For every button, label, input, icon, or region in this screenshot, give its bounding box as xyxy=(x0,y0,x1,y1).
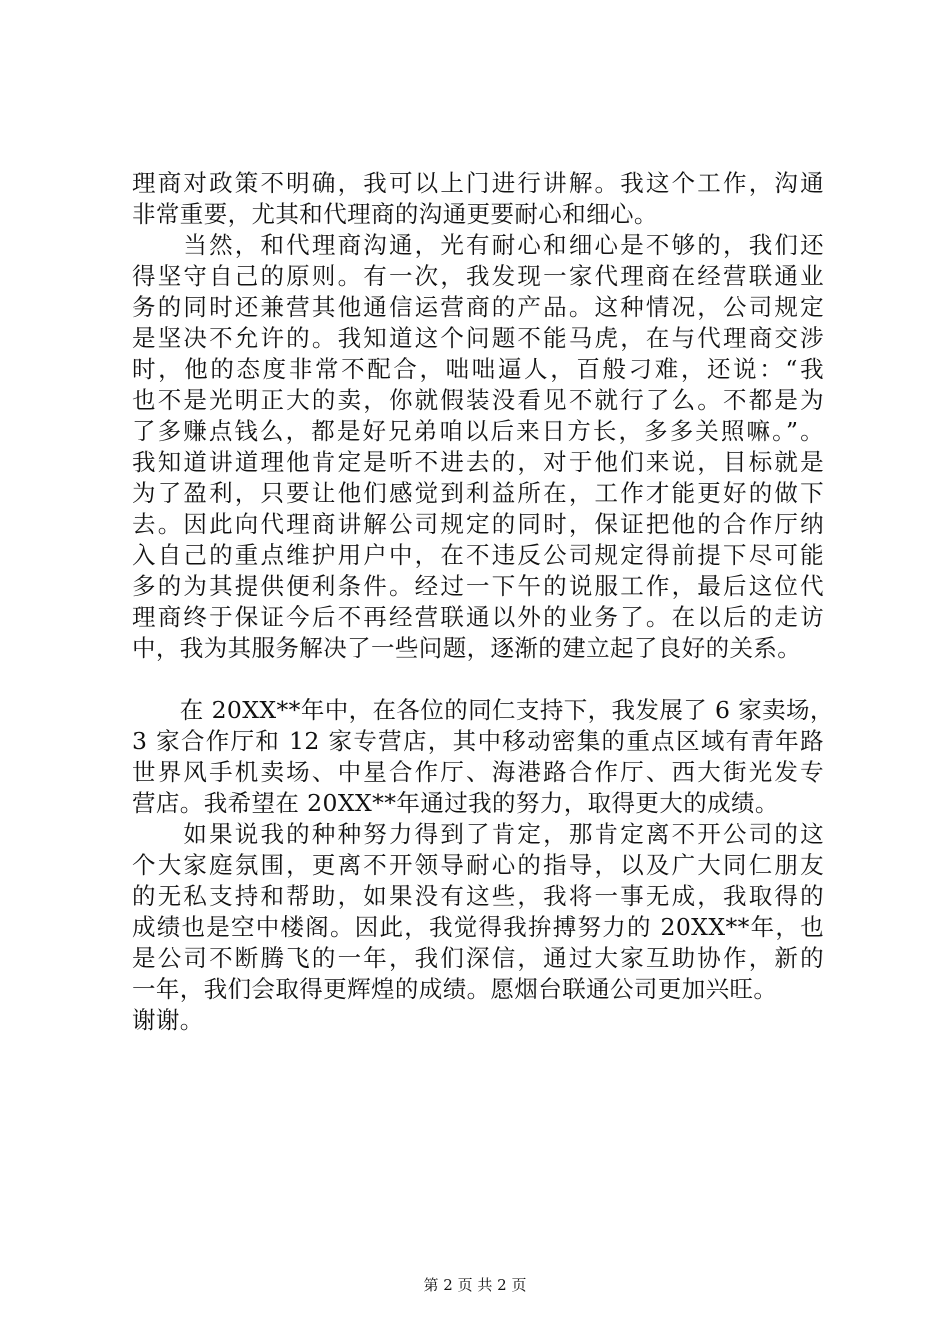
text-line: 如果说我的种种努力得到了肯定，那肯定离不开公司的这 xyxy=(132,820,824,848)
text-line: 世界风手机卖场、中星合作厅、海港路合作厅、西大街光发专 xyxy=(132,758,824,786)
text-line: 谢谢。 xyxy=(132,1006,204,1034)
text-line: 得坚守自己的原则。有一次，我发现一家代理商在经营联通业 xyxy=(132,262,824,290)
text-line: 的无私支持和帮助，如果没有这些，我将一事无成，我取得的 xyxy=(132,882,824,910)
text-line: 多的为其提供便利条件。经过一下午的说服工作，最后这位代 xyxy=(132,572,824,600)
text-line: 理商对政策不明确，我可以上门进行讲解。我这个工作，沟通 xyxy=(132,169,824,197)
text-line: 理商终于保证今后不再经营联通以外的业务了。在以后的走访 xyxy=(132,603,824,631)
text-line: 是坚决不允许的。我知道这个问题不能马虎，在与代理商交涉 xyxy=(132,324,824,352)
text-line: 入自己的重点维护用户中，在不违反公司规定得前提下尽可能 xyxy=(132,541,824,569)
text-line: 去。因此向代理商讲解公司规定的同时，保证把他的合作厅纳 xyxy=(132,510,824,538)
text-line: 3 家合作厅和 12 家专营店，其中移动密集的重点区域有青年路 xyxy=(132,727,824,755)
text-line: 成绩也是空中楼阁。因此，我觉得我拚搏努力的 20XX**年，也 xyxy=(132,913,824,941)
text-line: 在 20XX**年中，在各位的同仁支持下，我发展了 6 家卖场， xyxy=(132,696,834,724)
text-line: 也不是光明正大的卖，你就假装没看见不就行了么。不都是为 xyxy=(132,386,824,414)
text-line: 营店。我希望在 20XX**年通过我的努力，取得更大的成绩。 xyxy=(132,789,779,817)
page-footer: 第 2 页 共 2 页 xyxy=(423,1276,527,1294)
text-line: 务的同时还兼营其他通信运营商的产品。这种情况，公司规定 xyxy=(132,293,824,321)
text-line: 为了盈利，只要让他们感觉到利益所在，工作才能更好的做下 xyxy=(132,479,824,507)
text-line: 时，他的态度非常不配合，咄咄逼人，百般刁难，还说：“我 xyxy=(132,355,824,383)
text-line: 一年，我们会取得更辉煌的成绩。愿烟台联通公司更加兴旺。 xyxy=(132,975,778,1003)
text-line: 当然，和代理商沟通，光有耐心和细心是不够的，我们还 xyxy=(132,231,824,259)
text-line: 非常重要，尤其和代理商的沟通更要耐心和细心。 xyxy=(132,200,658,228)
document-body xyxy=(132,168,834,1036)
text-line: 我知道讲道理他肯定是听不进去的，对于他们来说，目标就是 xyxy=(132,448,824,476)
text-line: 了多赚点钱么，都是好兄弟咱以后来日方长，多多关照嘛。”。 xyxy=(132,417,824,445)
text-line: 中，我为其服务解决了一些问题，逐渐的建立起了良好的关系。 xyxy=(132,634,802,662)
text-line: 是公司不断腾飞的一年，我们深信，通过大家互助协作，新的 xyxy=(132,944,824,972)
text-line: 个大家庭氛围，更离不开领导耐心的指导，以及广大同仁朋友 xyxy=(132,851,824,879)
